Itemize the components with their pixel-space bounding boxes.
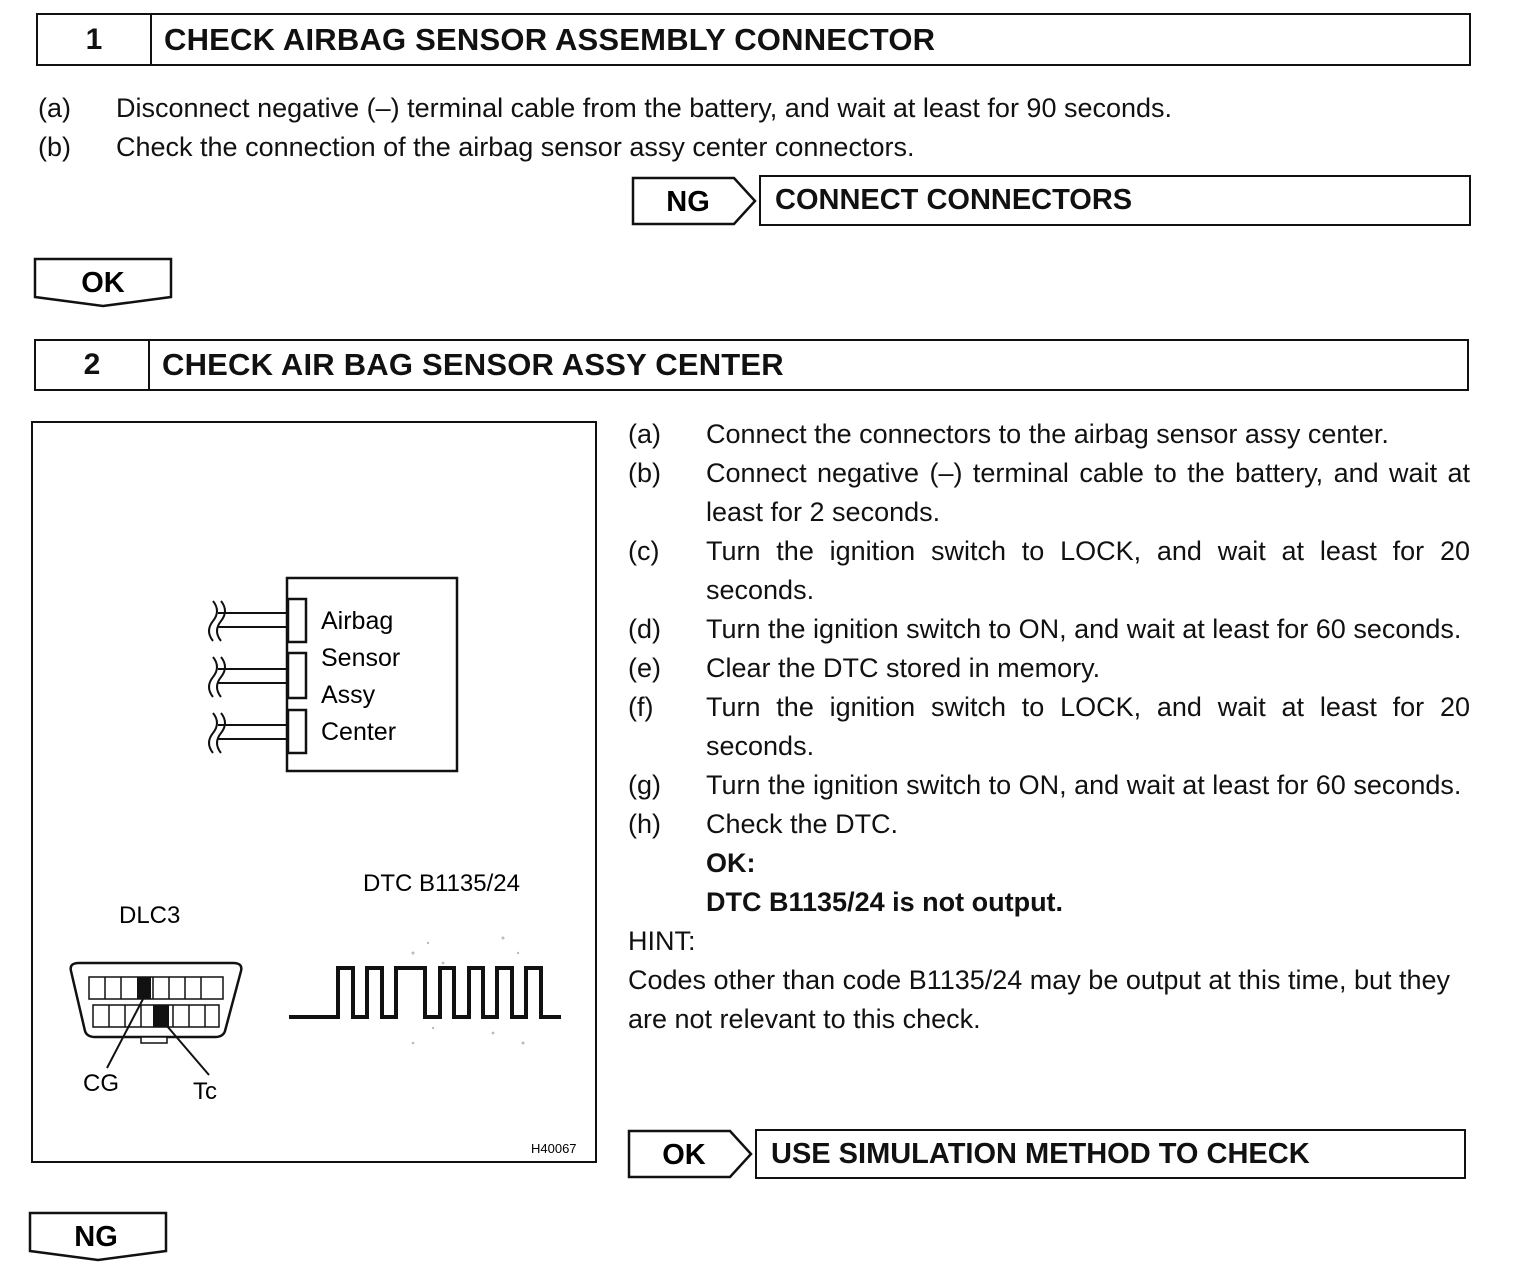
ng-tag-text: NG [74, 1221, 118, 1253]
item-text: Turn the ignition switch to LOCK, and wait at least for 20 seconds. [706, 536, 1470, 605]
ok-criteria [628, 844, 1470, 883]
ok-result-box: USE SIMULATION METHOD TO CHECK [755, 1129, 1466, 1179]
step-number: 1 [38, 15, 152, 64]
item-label: (d) [628, 614, 661, 644]
item-text: Turn the ignition switch to LOCK, and wait at least for 20 seconds. [706, 692, 1470, 761]
step-item [628, 532, 1470, 610]
item-label: (c) [628, 536, 660, 566]
cg-label: CG [83, 1070, 119, 1097]
ok-tag-text: OK [662, 1139, 706, 1171]
connector-2 [288, 653, 306, 698]
item-text: Check the connection of the airbag sensor assy center connectors. [116, 132, 915, 162]
step-item [628, 610, 1470, 649]
wire-harness [209, 601, 288, 753]
step-title: CHECK AIRBAG SENSOR ASSEMBLY CONNECTOR [164, 21, 936, 57]
step-item [628, 688, 1470, 766]
item-text: Disconnect negative (–) terminal cable from the battery, and wait at least for 90 seconds. [116, 93, 1173, 123]
figure-id: H40067 [531, 1141, 577, 1156]
item-label: (g) [628, 770, 661, 800]
item-text: Clear the DTC stored in memory. [706, 653, 1101, 683]
item-label: (h) [628, 809, 661, 839]
step-2-items [628, 415, 1470, 1039]
connector-3 [288, 710, 306, 753]
item-label: (b) [38, 132, 71, 162]
step-title: CHECK AIR BAG SENSOR ASSY CENTER [162, 347, 784, 382]
dtc-waveform [289, 968, 561, 1017]
dlc3-latch [141, 1037, 167, 1043]
connector-1 [288, 599, 306, 642]
ecu-label-line: Center [321, 718, 397, 746]
ng-tag-text: NG [666, 186, 710, 218]
tc-pin [153, 1005, 169, 1027]
ok-criteria-text [628, 883, 1470, 922]
ok-down-tag [33, 257, 175, 309]
item-text: Turn the ignition switch to ON, and wait at least for 60 seconds. [706, 770, 1462, 800]
step-number: 2 [36, 341, 150, 389]
ecu-label-line: Assy [321, 681, 376, 709]
ng-result-box: CONNECT CONNECTORS [759, 175, 1471, 226]
tc-label: Tc [193, 1078, 217, 1105]
ok-heading: OK: [706, 848, 756, 878]
step-item [38, 89, 1438, 128]
step-item [628, 805, 1470, 844]
step-item [628, 649, 1470, 688]
step-2-header [34, 339, 1469, 391]
step-item [628, 766, 1470, 805]
dlc-label: DLC3 [119, 902, 181, 929]
item-label: (b) [628, 458, 661, 488]
figure-drawing [33, 423, 595, 1161]
item-label: (a) [38, 93, 71, 123]
step-item [628, 454, 1470, 532]
item-label: (f) [628, 692, 654, 722]
item-label: (a) [628, 419, 661, 449]
ok-text: DTC B1135/24 is not output. [706, 887, 1064, 917]
step-1-header [36, 13, 1471, 66]
item-text: Connect the connectors to the airbag sensor assy center. [706, 419, 1389, 449]
cg-pin [137, 977, 151, 999]
hint-text: Codes other than code B1135/24 may be output at this time, but they are not relevant to this check. [628, 965, 1451, 1034]
hint-label: HINT: [628, 926, 696, 956]
item-label: (e) [628, 653, 661, 683]
ng-down-tag [28, 1211, 170, 1263]
step-1-items [38, 89, 1438, 167]
item-text: Connect negative (–) terminal cable to the battery, and wait at least for 2 seconds. [706, 458, 1470, 527]
ok-tag-text: OK [81, 267, 125, 299]
ok-arrow-tag [626, 1128, 756, 1180]
step-item [628, 415, 1470, 454]
item-text: Check the DTC. [706, 809, 899, 839]
ecu-label-line: Sensor [321, 644, 401, 672]
item-text: Turn the ignition switch to ON, and wait at least for 60 seconds. [706, 614, 1462, 644]
figure-panel [31, 421, 597, 1163]
ng-arrow-tag [630, 175, 760, 227]
ecu-label-line: Airbag [321, 607, 394, 635]
dtc-label: DTC B1135/24 [363, 870, 520, 897]
step-item [38, 128, 1438, 167]
